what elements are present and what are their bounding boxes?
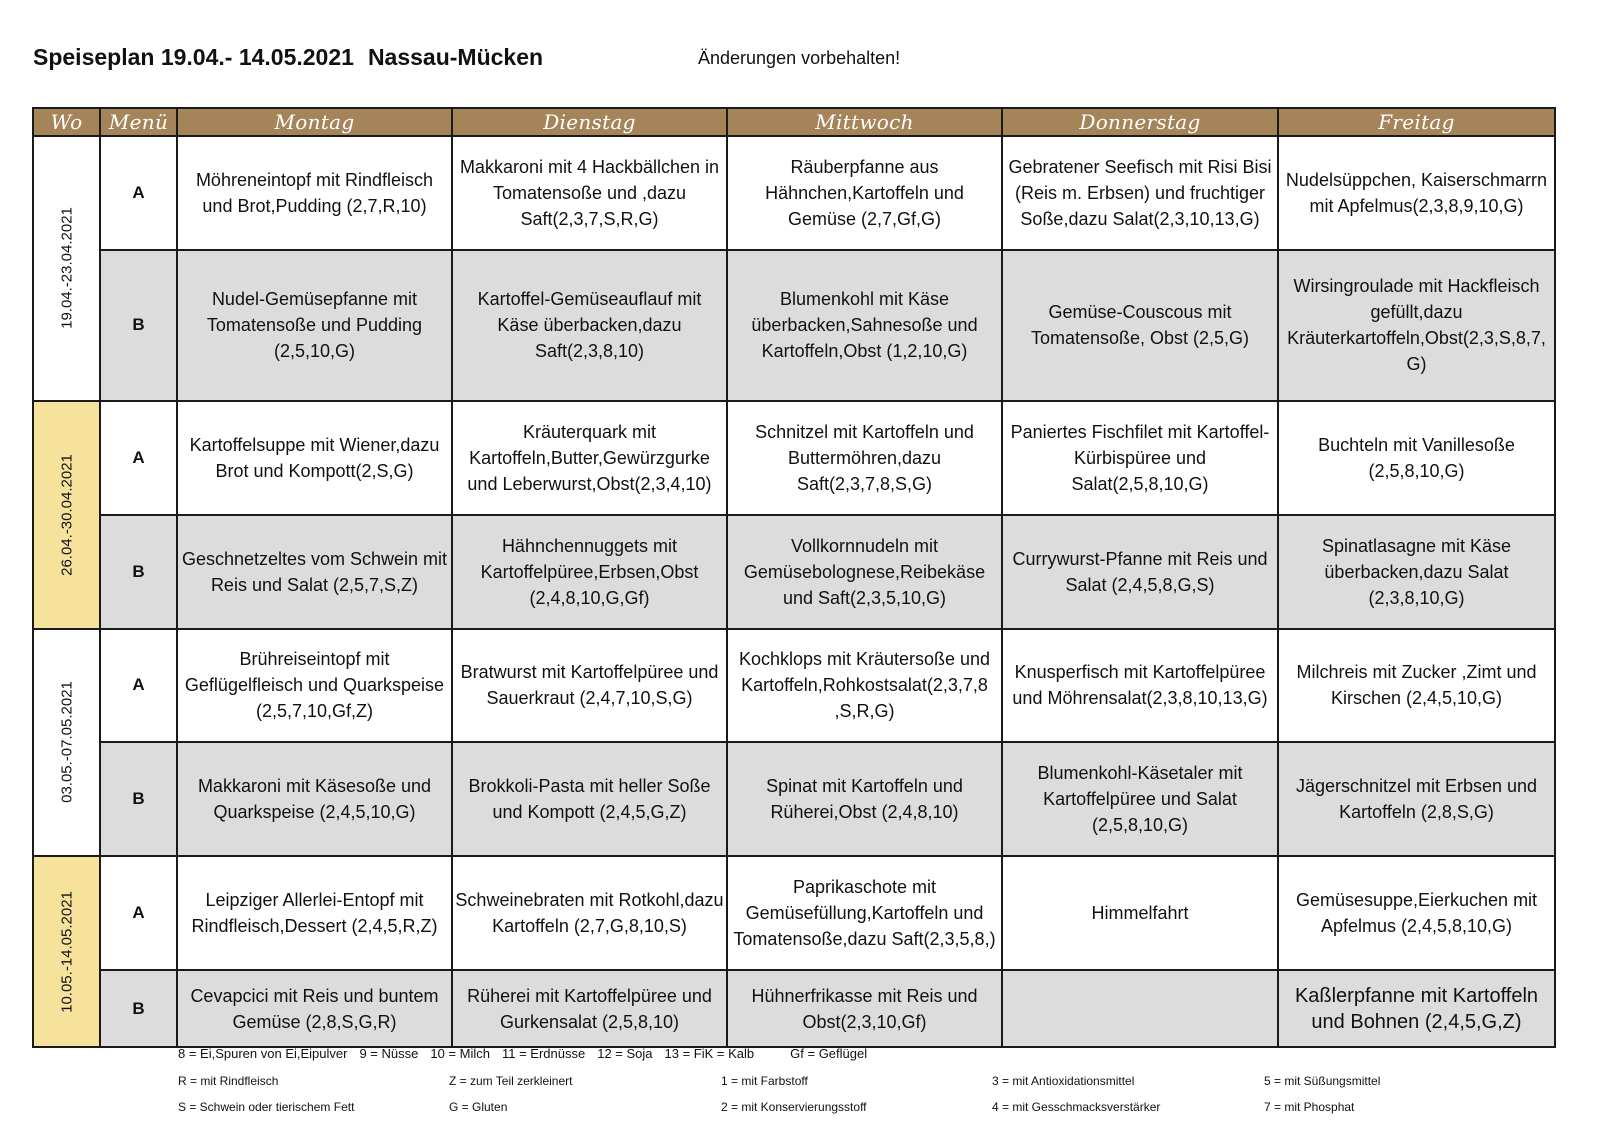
dish-monday: Brühreiseintopf mit Geflügelfleisch und Quarkspeise (2,5,7,10,Gf,Z): [177, 629, 452, 743]
dish-wednesday: Hühnerfrikasse mit Reis und Obst(2,3,10,Gf): [727, 970, 1002, 1047]
table-row: [33, 136, 1555, 250]
dish-friday: Jägerschnitzel mit Erbsen und Kartoffeln (2,8,S,G): [1278, 742, 1555, 856]
legend-line-1: [178, 1046, 879, 1061]
dish-wednesday: Spinat mit Kartoffeln und Rüherei,Obst (2,4,8,10): [727, 742, 1002, 856]
dish-tuesday: Hähnchennuggets mit Kartoffelpüree,Erbsen,Obst (2,4,8,10,G,Gf): [452, 515, 727, 629]
legend-item: 1 = mit Farbstoff: [721, 1074, 808, 1088]
legend-item: Gf = Geflügel: [790, 1046, 868, 1061]
dish-monday: Makkaroni mit Käsesoße und Quarkspeise (2,4,5,10,G): [177, 742, 452, 856]
dish-tuesday: Kräuterquark mit Kartoffeln,Butter,Gewürzgurke und Leberwurst,Obst(2,3,4,10): [452, 401, 727, 515]
dish-tuesday: Brokkoli-Pasta mit heller Soße und Kompott (2,4,5,G,Z): [452, 742, 727, 856]
legend-item: 2 = mit Konservierungsstoff: [721, 1100, 867, 1114]
header-wednesday: Mittwoch: [727, 108, 1002, 136]
dish-wednesday: Vollkornnudeln mit Gemüsebolognese,Reibekäse und Saft(2,3,5,10,G): [727, 515, 1002, 629]
dish-monday: Geschnetzeltes vom Schwein mit Reis und Salat (2,5,7,S,Z): [177, 515, 452, 629]
dish-tuesday: Makkaroni mit 4 Hackbällchen in Tomatensoße und ,dazu Saft(2,3,7,S,R,G): [452, 136, 727, 250]
dish-tuesday: Bratwurst mit Kartoffelpüree und Sauerkraut (2,4,7,10,S,G): [452, 629, 727, 743]
legend-item: 11 = Erdnüsse: [502, 1046, 586, 1061]
table-row: [33, 401, 1555, 515]
dish-friday: Gemüsesuppe,Eierkuchen mit Apfelmus (2,4,5,8,10,G): [1278, 856, 1555, 970]
dish-tuesday: Schweinebraten mit Rotkohl,dazu Kartoffeln (2,7,G,8,10,S): [452, 856, 727, 970]
dish-wednesday: Schnitzel mit Kartoffeln und Buttermöhren,dazu Saft(2,3,7,8,S,G): [727, 401, 1002, 515]
dish-tuesday: Kartoffel-Gemüseauflauf mit Käse überbacken,dazu Saft(2,3,8,10): [452, 250, 727, 401]
page-title: [33, 44, 543, 71]
legend-item: R = mit Rindfleisch: [178, 1074, 279, 1088]
week-label-cell: [33, 136, 100, 401]
dish-thursday: Paniertes Fischfilet mit Kartoffel-Kürbispüree und Salat(2,5,8,10,G): [1002, 401, 1278, 515]
menu-label: B: [100, 970, 177, 1047]
dish-wednesday: Paprikaschote mit Gemüsefüllung,Kartoffeln und Tomatensoße,dazu Saft(2,3,5,8,): [727, 856, 1002, 970]
week-label-cell: [33, 401, 100, 629]
week-label: 10.05.-14.05.2021: [58, 890, 75, 1013]
header-week: Wo: [33, 108, 100, 136]
table-row: [33, 629, 1555, 743]
dish-friday: Buchteln mit Vanillesoße (2,5,8,10,G): [1278, 401, 1555, 515]
header-menu: Menü: [100, 108, 177, 136]
table-row: [33, 250, 1555, 401]
plan-title: Speiseplan 19.04.- 14.05.2021: [33, 44, 354, 70]
header-monday: Montag: [177, 108, 452, 136]
header-tuesday: Dienstag: [452, 108, 727, 136]
week-label: 19.04.-23.04.2021: [58, 207, 75, 330]
legend-item: S = Schwein oder tierischem Fett: [178, 1100, 355, 1114]
dish-monday: Möhreneintopf mit Rindfleisch und Brot,Pudding (2,7,R,10): [177, 136, 452, 250]
dish-friday: Spinatlasagne mit Käse überbacken,dazu Salat (2,3,8,10,G): [1278, 515, 1555, 629]
menu-label: B: [100, 742, 177, 856]
legend-item: 7 = mit Phosphat: [1264, 1100, 1355, 1114]
dish-friday: Wirsingroulade mit Hackfleisch gefüllt,dazu Kräuterkartoffeln,Obst(2,3,S,8,7,G): [1278, 250, 1555, 401]
legend-item: 3 = mit Antioxidationsmittel: [992, 1074, 1135, 1088]
dish-monday: Leipziger Allerlei-Entopf mit Rindfleisch,Dessert (2,4,5,R,Z): [177, 856, 452, 970]
table-header-row: [33, 108, 1555, 136]
plan-location: Nassau-Mücken: [367, 44, 544, 70]
menu-label: A: [100, 401, 177, 515]
dish-thursday: Blumenkohl-Käsetaler mit Kartoffelpüree und Salat (2,5,8,10,G): [1002, 742, 1278, 856]
menu-label: A: [100, 856, 177, 970]
dish-wednesday: Räuberpfanne aus Hähnchen,Kartoffeln und Gemüse (2,7,Gf,G): [727, 136, 1002, 250]
table-row: [33, 970, 1555, 1047]
dish-friday: Milchreis mit Zucker ,Zimt und Kirschen (2,4,5,10,G): [1278, 629, 1555, 743]
week-label: 26.04.-30.04.2021: [58, 453, 75, 576]
dish-wednesday: Blumenkohl mit Käse überbacken,Sahnesoße und Kartoffeln,Obst (1,2,10,G): [727, 250, 1002, 401]
dish-friday: Nudelsüppchen, Kaiserschmarrn mit Apfelmus(2,3,8,9,10,G): [1278, 136, 1555, 250]
legend-item: 8 = Ei,Spuren von Ei,Eipulver: [178, 1046, 348, 1061]
dish-monday: Nudel-Gemüsepfanne mit Tomatensoße und Pudding (2,5,10,G): [177, 250, 452, 401]
legend-item: 4 = mit Gesschmacksverstärker: [992, 1100, 1161, 1114]
menu-table: [32, 107, 1556, 1048]
legend-item: G = Gluten: [449, 1100, 508, 1114]
table-row: [33, 742, 1555, 856]
dish-friday: Kaßlerpfanne mit Kartoffeln und Bohnen (2,4,5,G,Z): [1278, 970, 1555, 1047]
week-label-cell: [33, 856, 100, 1047]
legend-item: 9 = Nüsse: [359, 1046, 419, 1061]
dish-thursday: Knusperfisch mit Kartoffelpüree und Möhrensalat(2,3,8,10,13,G): [1002, 629, 1278, 743]
week-label: 03.05.-07.05.2021: [58, 681, 75, 804]
dish-thursday: Gebratener Seefisch mit Risi Bisi (Reis m. Erbsen) und fruchtiger Soße,dazu Salat(2,3,10,13,G): [1002, 136, 1278, 250]
legend-item: 13 = FiK = Kalb: [664, 1046, 755, 1061]
menu-label: A: [100, 629, 177, 743]
table-row: [33, 856, 1555, 970]
header-friday: Freitag: [1278, 108, 1555, 136]
menu-label: B: [100, 515, 177, 629]
dish-tuesday: Rüherei mit Kartoffelpüree und Gurkensalat (2,5,8,10): [452, 970, 727, 1047]
header-thursday: Donnerstag: [1002, 108, 1278, 136]
legend-item: 10 = Milch: [430, 1046, 490, 1061]
dish-wednesday: Kochklops mit Kräutersoße und Kartoffeln,Rohkostsalat(2,3,7,8 ,S,R,G): [727, 629, 1002, 743]
menu-label: A: [100, 136, 177, 250]
legend-item: 5 = mit Süßungsmittel: [1264, 1074, 1381, 1088]
dish-thursday: Himmelfahrt: [1002, 856, 1278, 970]
dish-thursday: [1002, 970, 1278, 1047]
legend-item: Z = zum Teil zerkleinert: [449, 1074, 573, 1088]
change-notice: Änderungen vorbehalten!: [698, 48, 901, 68]
week-label-cell: [33, 629, 100, 857]
dish-monday: Cevapcici mit Reis und buntem Gemüse (2,8,S,G,R): [177, 970, 452, 1047]
table-row: [33, 515, 1555, 629]
dish-thursday: Gemüse-Couscous mit Tomatensoße, Obst (2,5,G): [1002, 250, 1278, 401]
dish-monday: Kartoffelsuppe mit Wiener,dazu Brot und Kompott(2,S,G): [177, 401, 452, 515]
dish-thursday: Currywurst-Pfanne mit Reis und Salat (2,4,5,8,G,S): [1002, 515, 1278, 629]
menu-label: B: [100, 250, 177, 401]
legend-item: 12 = Soja: [597, 1046, 653, 1061]
